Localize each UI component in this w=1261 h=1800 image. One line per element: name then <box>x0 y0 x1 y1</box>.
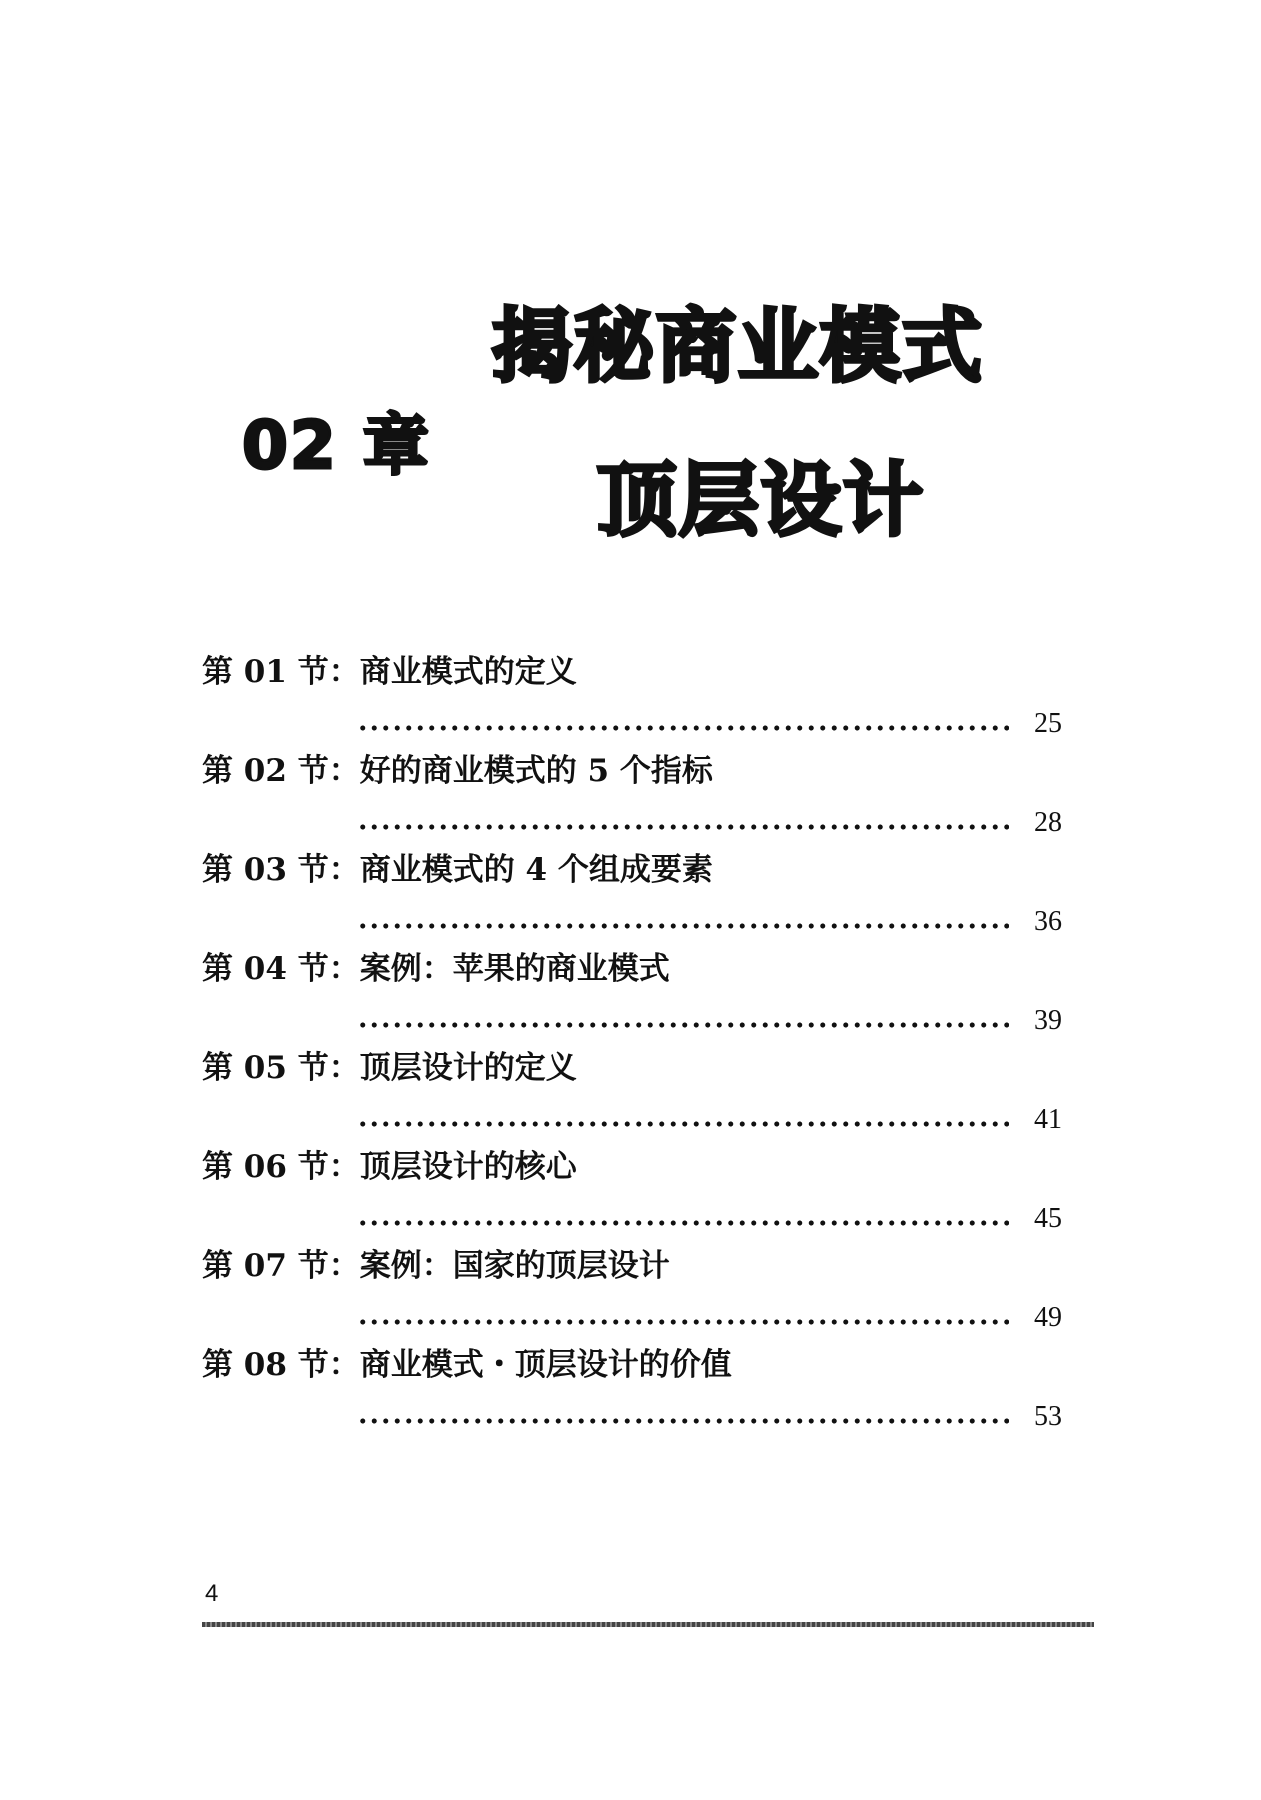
dot-leader <box>357 823 1009 831</box>
toc-entry[interactable] <box>202 949 1062 1048</box>
toc-entry[interactable] <box>202 850 1062 949</box>
dot-leader <box>357 1318 1009 1326</box>
toc-entry[interactable] <box>202 751 1062 850</box>
toc-entry-title: 第 05 节：顶层设计的定义 <box>202 1050 577 1086</box>
toc-entry-page: 53 <box>1034 1401 1062 1432</box>
toc-leader-row <box>357 1393 1062 1433</box>
toc-entry-page: 39 <box>1034 1005 1062 1036</box>
toc-leader-row <box>357 1294 1062 1334</box>
toc-entry[interactable] <box>202 652 1062 751</box>
dot-leader <box>357 922 1009 930</box>
dot-leader <box>357 1120 1009 1128</box>
chapter-title-line-1: 揭秘商业模式 <box>492 300 984 393</box>
table-of-contents <box>202 652 1062 1444</box>
chapter-label: 02 章 <box>242 407 431 484</box>
toc-entry-title: 第 04 节：案例：苹果的商业模式 <box>202 951 670 987</box>
toc-entry-page: 49 <box>1034 1302 1062 1333</box>
toc-entry[interactable] <box>202 1345 1062 1444</box>
toc-entry-page: 41 <box>1034 1104 1062 1135</box>
toc-leader-row <box>357 898 1062 938</box>
page-number: 4 <box>205 1580 219 1607</box>
toc-entry-title: 第 06 节：顶层设计的核心 <box>202 1149 577 1185</box>
dot-leader <box>357 1219 1009 1227</box>
toc-entry-title: 第 02 节：好的商业模式的 5 个指标 <box>202 753 713 789</box>
toc-leader-row <box>357 997 1062 1037</box>
toc-entry-title: 第 08 节：商业模式・顶层设计的价值 <box>202 1347 732 1383</box>
toc-entry[interactable] <box>202 1147 1062 1246</box>
footer-rule <box>202 1622 1094 1627</box>
chapter-title-line-2: 顶层设计 <box>597 454 925 547</box>
toc-entry-page: 25 <box>1034 708 1062 739</box>
toc-leader-row <box>357 700 1062 740</box>
toc-entry-title: 第 01 节：商业模式的定义 <box>202 654 577 690</box>
dot-leader <box>357 1417 1009 1425</box>
dot-leader <box>357 724 1009 732</box>
dot-leader <box>357 1021 1009 1029</box>
toc-entry-title: 第 03 节：商业模式的 4 个组成要素 <box>202 852 713 888</box>
toc-entry-page: 28 <box>1034 807 1062 838</box>
toc-entry-title: 第 07 节：案例：国家的顶层设计 <box>202 1248 670 1284</box>
toc-leader-row <box>357 1096 1062 1136</box>
toc-entry-page: 45 <box>1034 1203 1062 1234</box>
toc-entry-page: 36 <box>1034 906 1062 937</box>
toc-entry[interactable] <box>202 1246 1062 1345</box>
toc-leader-row <box>357 1195 1062 1235</box>
toc-entry[interactable] <box>202 1048 1062 1147</box>
toc-leader-row <box>357 799 1062 839</box>
